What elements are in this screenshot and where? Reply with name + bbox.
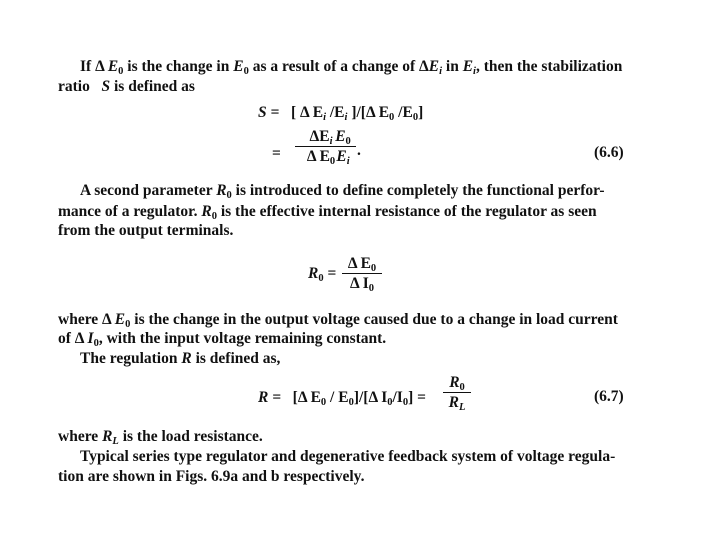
paragraph-6-line-2: tion are shown in Figs. 6.9a and b respectively. — [58, 468, 365, 485]
paragraph-2-line-2: mance of a regulator. $R_0$ is the effective internal resistance of the regulator as seen — [58, 203, 597, 222]
fraction-delta-ei-over-delta-e0: $\Delta E_i$ Δ $E_0$ — [295, 128, 347, 165]
equation-s-definition: S = [ Δ $E_i$ $/E_i$ ]/[Δ $E_0$ $/E_0$] — [258, 104, 424, 123]
paragraph-1-line-2: ratio S is defined as — [58, 78, 195, 95]
paragraph-2-line-3: from the output terminals. — [58, 222, 234, 239]
paragraph-3-line-2: of Δ $I_0$, with the input voltage remaining constant. — [58, 330, 387, 349]
fraction-e0-over-ei: $\frac{E_0}{E_i}$ — [330, 128, 356, 165]
fraction-delta-e0-over-delta-i0: $\frac{\Delta E_0}{\Delta I_0}$ — [342, 255, 382, 292]
equation-s-dot: . — [357, 142, 361, 159]
equation-number-6-6: (6.6) — [594, 144, 624, 161]
paragraph-1-line-1: If Δ $E_0$ is the change in $E_0$ as a result of a change of $\Delta E_i$ in $E_i$, then the stabilization — [80, 58, 623, 77]
fraction-r0-over-rl: $\frac{R_0}{R_L}$ — [443, 374, 471, 411]
paragraph-4-line-1: The regulation R is defined as, — [80, 350, 281, 367]
equation-s-equals: = — [272, 145, 281, 162]
equation-r-definition: R = [Δ $E_0 / E_0]/[\Delta$ $I_0/I_0$] = — [258, 389, 426, 408]
equation-number-6-7: (6.7) — [594, 388, 624, 405]
paragraph-2-line-1: A second parameter $R_0$ is introduced to define completely the functional perfor- — [80, 182, 605, 201]
paragraph-6-line-1: Typical series type regulator and degenerative feedback system of voltage regula- — [80, 448, 616, 465]
equation-r0-lhs: $R_0$ = — [308, 265, 337, 284]
paragraph-5-line-1: where $R_L$ is the load resistance. — [58, 428, 263, 447]
paragraph-3-line-1: where Δ $E_0$ is the change in the output voltage caused due to a change in load current — [58, 311, 618, 330]
